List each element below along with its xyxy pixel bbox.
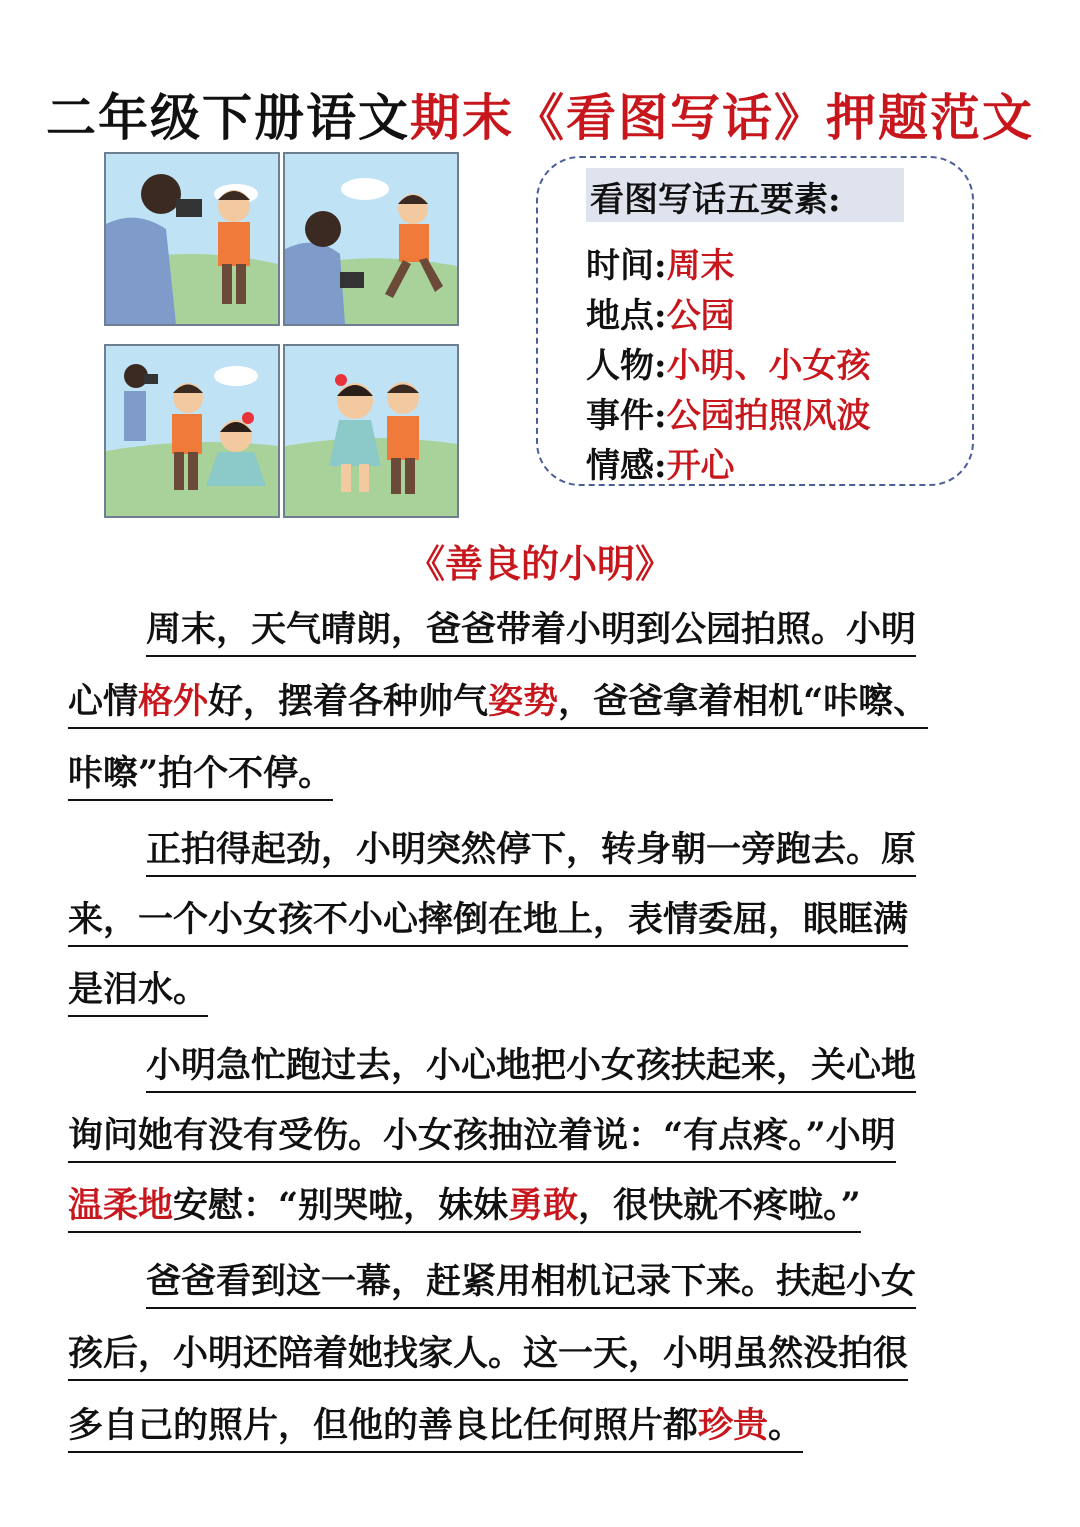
girl-standing-with-boy-image (285, 346, 457, 516)
element-row-place (586, 288, 735, 337)
essay-title: 《善良的小明》 (406, 541, 673, 586)
highlighted-word: 姿势 (488, 681, 559, 722)
highlighted-word: 勇敢 (508, 1185, 579, 1226)
essay-line (146, 1044, 916, 1093)
highlighted-word: 温柔地 (68, 1185, 174, 1226)
illustration-panel-2 (283, 152, 459, 326)
title-part-2: 期末《看图写话》押题范文 (410, 88, 1034, 147)
highlighted-word: 珍贵 (698, 1405, 769, 1446)
illustration-panel-4 (283, 344, 459, 518)
essay-text: 爸爸看到这一幕，赶紧用相机记录下来。扶起小女 (146, 1261, 917, 1302)
essay-line (68, 1404, 803, 1453)
essay-line (68, 968, 208, 1017)
element-value: 开心 (666, 446, 735, 486)
essay-text: ，很快就不疼啦。” (578, 1185, 861, 1226)
element-label: 地点: (586, 296, 667, 336)
essay-line (68, 680, 928, 729)
element-value: 小明、小女孩 (666, 346, 871, 386)
page-title (0, 78, 1080, 150)
father-photographing-boy-image (106, 154, 278, 324)
illustration-panel-3 (104, 344, 280, 518)
essay-line (146, 1260, 916, 1309)
essay-text: 心情 (68, 681, 139, 722)
element-row-event (586, 388, 871, 437)
essay-line (68, 1332, 908, 1381)
element-label: 人物: (586, 346, 667, 386)
essay-line (68, 1114, 896, 1163)
element-row-time (586, 238, 735, 287)
essay-text: 孩后，小明还陪着她找家人。这一天，小明虽然没拍很 (68, 1333, 909, 1374)
element-value: 公园拍照风波 (666, 396, 871, 436)
element-value: 公园 (666, 296, 735, 336)
illustration-panel-1 (104, 152, 280, 326)
essay-line (68, 752, 333, 801)
five-elements-heading: 看图写话五要素: (590, 180, 841, 220)
essay-text: ，爸爸拿着相机“咔嚓、 (558, 681, 929, 722)
essay-text: 来，一个小女孩不小心摔倒在地上，表情委屈，眼眶满 (68, 899, 909, 940)
essay-line (146, 828, 916, 877)
element-label: 时间: (586, 246, 667, 286)
essay-line (146, 608, 916, 657)
essay-text: 好，摆着各种帅气 (208, 681, 489, 722)
element-label: 事件: (586, 396, 667, 436)
essay-text: 正拍得起劲，小明突然停下，转身朝一旁跑去。原 (146, 829, 917, 870)
essay-text: 安慰：“别哭啦，妹妹 (173, 1185, 509, 1226)
title-part-1: 二年级下册语文 (46, 88, 410, 147)
essay-text: 是泪水。 (68, 969, 209, 1010)
essay-line (68, 898, 908, 947)
element-value: 周末 (666, 246, 735, 286)
element-row-characters (586, 338, 871, 387)
boy-running-away-image (285, 154, 457, 324)
element-row-emotion (586, 438, 735, 487)
essay-text: 周末，天气晴朗，爸爸带着小明到公园拍照。小明 (146, 609, 917, 650)
essay-text: 。 (768, 1405, 804, 1446)
element-label: 情感: (586, 446, 667, 486)
boy-helping-girl-up-image (106, 346, 278, 516)
highlighted-word: 格外 (138, 681, 209, 722)
essay-text: 咔嚓”拍个不停。 (68, 753, 334, 794)
essay-text: 询问她有没有受伤。小女孩抽泣着说：“有点疼。”小明 (68, 1115, 896, 1156)
essay-text: 多自己的照片，但他的善良比任何照片都 (68, 1405, 699, 1446)
essay-line (68, 1184, 861, 1233)
essay-text: 小明急忙跑过去，小心地把小女孩扶起来，关心地 (146, 1045, 917, 1086)
